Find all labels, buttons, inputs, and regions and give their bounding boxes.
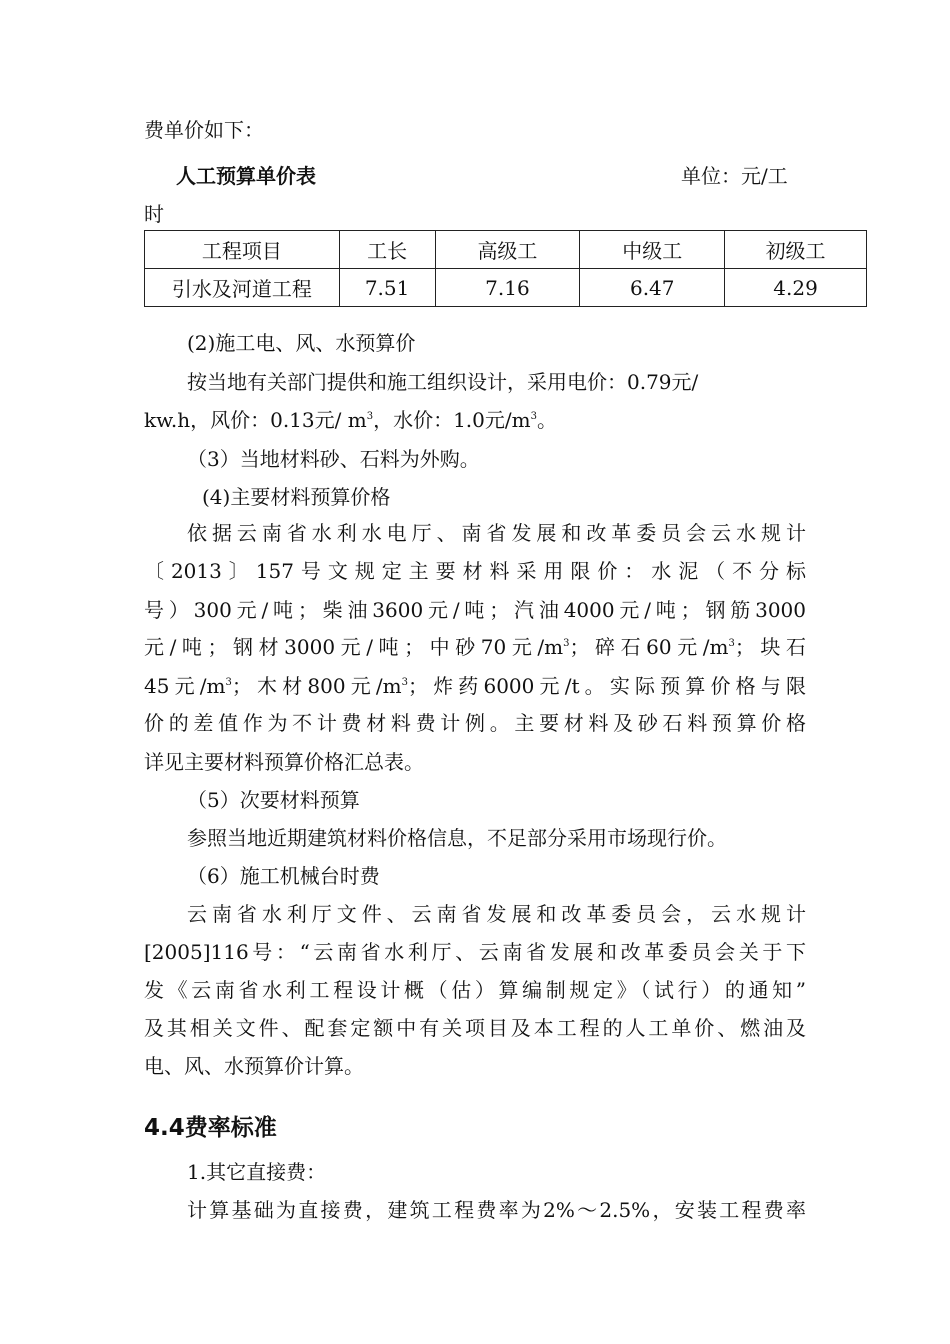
table-cell: 7.51	[339, 269, 435, 307]
table-cell: 7.16	[435, 269, 580, 307]
text-run: 45元/m	[144, 674, 226, 698]
section-4-line-7: 详见主要材料预算价格汇总表。	[144, 750, 424, 774]
section-44-line-1: 计算基础为直接费，建筑工程费率为2%～2.5%，安装工程费率	[187, 1198, 806, 1222]
text-run: ；碎石60元/m	[569, 635, 729, 659]
superscript: 3	[366, 411, 374, 422]
section-4-line-1: 依据云南省水利水电厅、南省发展和改革委员会云水规计	[187, 521, 806, 545]
text-run: kw.h，风价：0.13元/ m	[144, 408, 367, 432]
section-2-line-1: 按当地有关部门提供和施工组织设计，采用电价：0.79元/	[187, 370, 699, 394]
section-6-title: （6）施工机械台时费	[187, 864, 380, 888]
table-header-row	[145, 231, 867, 269]
text-run: ；木材800元/m	[231, 674, 402, 698]
section-4-line-4	[144, 633, 806, 661]
superscript: 3	[401, 677, 408, 688]
header-cell: 高级工	[435, 231, 580, 269]
text-run: 。	[536, 408, 557, 432]
table-unit: 单位：元/工	[681, 164, 788, 188]
table-cell: 引水及河道工程	[145, 269, 340, 307]
section-3-title: （3）当地材料砂、石料为外购。	[187, 447, 480, 471]
section-4-title: (4)主要材料预算价格	[202, 485, 391, 509]
section-2-line-2	[144, 406, 557, 434]
text-run: ，水价：1.0元/m	[373, 408, 531, 432]
section-5-title: （5）次要材料预算	[187, 788, 360, 812]
table-row	[145, 269, 867, 307]
section-6-line-3: 发《云南省水利工程设计概（估）算编制规定》（试行）的通知”	[144, 978, 806, 1002]
table-unit-wrap: 时	[144, 202, 164, 226]
section-4-line-6: 价的差值作为不计费材料费计例。主要材料及砂石料预算价格	[144, 711, 806, 735]
labor-price-table	[144, 230, 867, 307]
superscript: 3	[530, 411, 537, 422]
header-cell: 工长	[339, 231, 435, 269]
section-44-item-1: 1.其它直接费：	[187, 1160, 327, 1184]
header-cell: 初级工	[725, 231, 867, 269]
section-6-line-2: [2005]116号：“云南省水利厅、云南省发展和改革委员会关于下	[144, 940, 806, 964]
section-4-line-5	[144, 672, 806, 700]
table-title: 人工预算单价表	[176, 164, 316, 188]
superscript: 3	[225, 677, 232, 688]
section-4-line-3: 号）300元/吨；柴油3600元/吨；汽油4000元/吨；钢筋3000	[144, 598, 806, 622]
section-5-line-1: 参照当地近期建筑材料价格信息，不足部分采用市场现行价。	[187, 826, 727, 850]
header-cell: 中级工	[580, 231, 725, 269]
section-6-line-5: 电、风、水预算价计算。	[144, 1054, 364, 1078]
section-6-line-1: 云南省水利厅文件、云南省发展和改革委员会，云水规计	[187, 902, 806, 926]
text-run: 元/吨；钢材3000元/吨；中砂70元/m	[144, 635, 564, 659]
table-cell: 4.29	[725, 269, 867, 307]
section-4-line-2: 〔2013〕157号文规定主要材料采用限价：水泥（不分标	[144, 559, 806, 583]
heading-4-4: 4.4费率标准	[144, 1115, 277, 1141]
section-6-line-4: 及其相关文件、配套定额中有关项目及本工程的人工单价、燃油及	[144, 1016, 806, 1040]
header-cell: 工程项目	[145, 231, 340, 269]
table-cell: 6.47	[580, 269, 725, 307]
text-run: ；块石	[734, 635, 807, 659]
intro-tail: 费单价如下：	[144, 118, 264, 142]
section-2-title: (2)施工电、风、水预算价	[187, 331, 416, 355]
superscript: 3	[728, 638, 735, 649]
text-run: ；炸药6000元/t。实际预算价格与限	[407, 674, 806, 698]
superscript: 3	[563, 638, 570, 649]
